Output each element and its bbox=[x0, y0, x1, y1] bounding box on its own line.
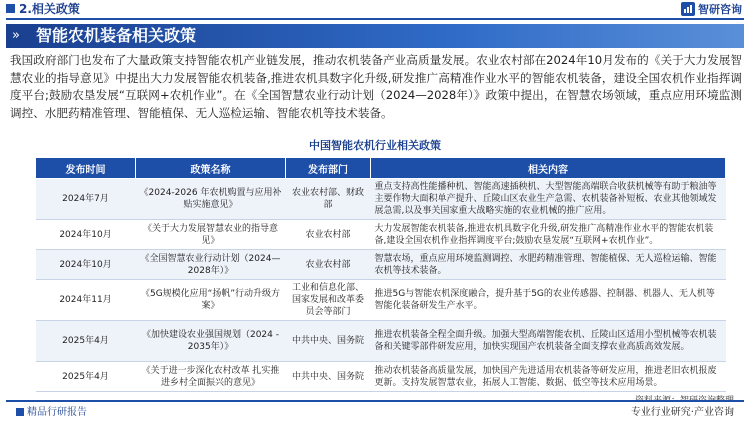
cell-date: 2025年4月 bbox=[36, 321, 136, 362]
table-row bbox=[36, 220, 726, 250]
cell-policy-name: 《关于大力发展智慧农业的指导意见》 bbox=[136, 220, 286, 250]
cell-date: 2024年10月 bbox=[36, 250, 136, 280]
cell-department: 中共中央、国务院 bbox=[286, 321, 371, 362]
cell-content: 大力发展智能农机装备,推进农机具数字化升级,研发推广高精准作业水平的智能农机装备,建设全国农机作业指挥调度平台;鼓励农垦发展“互联网+农机作业”。 bbox=[371, 220, 726, 250]
cell-content: 推进农机装备全程全面升级。加强大型高端智能农机、丘陵山区适用小型机械等农机装备和关键零部件研发应用，加快实现国产农机装备全面支撑农业高质高效发展。 bbox=[371, 321, 726, 362]
cell-content: 推动农机装备高质量发展，加快国产先进适用农机装备等研发应用，推进老旧农机报废更新。支持发展智慧农业，拓展人工智能、数据、低空等技术应用场景。 bbox=[371, 362, 726, 392]
cell-department: 中共中央、国务院 bbox=[286, 362, 371, 392]
footer-divider bbox=[6, 400, 744, 402]
header-department: 发布部门 bbox=[286, 158, 371, 179]
cell-date: 2024年11月 bbox=[36, 280, 136, 321]
brand-logo-icon bbox=[681, 2, 695, 16]
footer-square-icon bbox=[16, 408, 24, 416]
title-bar bbox=[6, 24, 744, 48]
table-row bbox=[36, 179, 726, 220]
footer-left bbox=[16, 406, 87, 420]
policy-table bbox=[35, 157, 726, 392]
cell-policy-name: 《全国智慧农业行动计划（2024—2028年）》 bbox=[136, 250, 286, 280]
brand-logo-text: 智研咨询 bbox=[698, 3, 742, 16]
double-chevron-icon: » bbox=[12, 28, 20, 43]
page-title: 智能农机装备相关政策 bbox=[36, 26, 197, 45]
cell-date: 2024年7月 bbox=[36, 179, 136, 220]
table-title: 中国智能农机行业相关政策 bbox=[309, 139, 441, 152]
footer-right-text: 专业行业研究·产业咨询 bbox=[630, 407, 734, 418]
intro-paragraph: 我国政府部门也发布了大量政策支持智能农机产业链发展，推动农机装备产业高质量发展。农业农村部在2024年10月发布的《关于大力发展智慧农业的指导意见》中提出大力发展智能农机装备,推进农机具数字化升级,研发推广高精准作业水平的智能农机装备，建设全国农机作业指挥调度平台;鼓励农垦发展“互联网+农机作业”。在《全国智慧农业行动计划（2024—2028年）》政策中提出，在智慧农场领域，重点应用环境监测调控、水肥药精准管理、智能植保、无人巡检运输、智能农机等技术装备。 bbox=[10, 53, 742, 120]
top-bar bbox=[0, 0, 750, 20]
cell-date: 2025年4月 bbox=[36, 362, 136, 392]
cell-policy-name: 《关于进一步深化农村改革 扎实推进乡村全面振兴的意见》 bbox=[136, 362, 286, 392]
cell-department: 农业农村部 bbox=[286, 250, 371, 280]
cell-content: 智慧农场，重点应用环境监测调控、水肥药精准管理、智能植保、无人巡检运输、智能农机等技术装备。 bbox=[371, 250, 726, 280]
table-row bbox=[36, 321, 726, 362]
cell-policy-name: 《加快建设农业强国规划（2024 - 2035年）》 bbox=[136, 321, 286, 362]
footer bbox=[0, 400, 750, 423]
cell-department: 工业和信息化部、国家发展和改革委员会等部门 bbox=[286, 280, 371, 321]
brand-logo bbox=[681, 1, 742, 17]
cell-policy-name: 《2024-2026 年农机购置与应用补贴实施意见》 bbox=[136, 179, 286, 220]
table-row bbox=[36, 362, 726, 392]
cell-policy-name: 《5G规模化应用“扬帆”行动升级方案》 bbox=[136, 280, 286, 321]
cell-department: 农业农村部、财政部 bbox=[286, 179, 371, 220]
header-date: 发布时间 bbox=[36, 158, 136, 179]
cell-content: 重点支持高性能播种机、智能高速插秧机、大型智能高端联合收获机械等有助于粮油等主要作物大面积单产提升、丘陵山区农业生产急需、农机装备补短板、农业其他领域发展急需,以及事关国家重大战略实施的农业机械的推广应用。 bbox=[371, 179, 726, 220]
cell-content: 推进5G与智能农机深度融合，提升基于5G的农业传感器、控制器、机器人、无人机等智能化装备研发生产水平。 bbox=[371, 280, 726, 321]
top-divider bbox=[6, 18, 744, 20]
section-label: 2.相关政策 bbox=[19, 2, 80, 16]
section-square-icon bbox=[6, 4, 15, 13]
cell-department: 农业农村部 bbox=[286, 220, 371, 250]
table-row bbox=[36, 250, 726, 280]
table-row bbox=[36, 280, 726, 321]
cell-date: 2024年10月 bbox=[36, 220, 136, 250]
header-policy-name: 政策名称 bbox=[136, 158, 286, 179]
table-header-row bbox=[36, 158, 726, 179]
header-content: 相关内容 bbox=[371, 158, 726, 179]
footer-left-text: 精品行研报告 bbox=[27, 407, 87, 418]
